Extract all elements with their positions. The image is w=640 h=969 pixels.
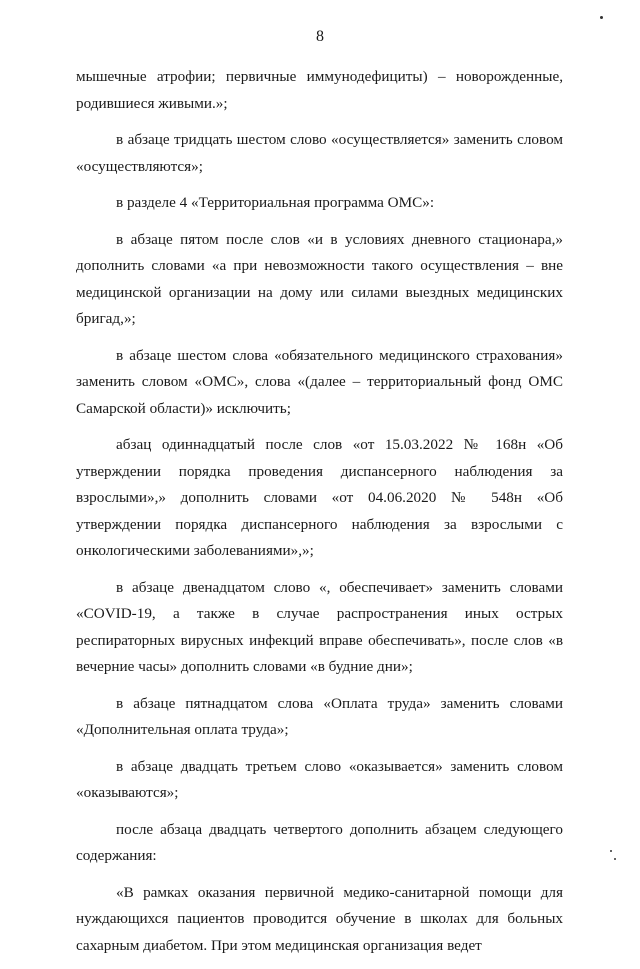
paragraph-continuation: мышечные атрофии; первичные иммунодефициты) – новорожденные, родившиеся живыми.»;: [76, 68, 563, 112]
scan-speck: [600, 16, 603, 19]
document-body: [76, 64, 563, 969]
paragraph: «В рамках оказания первичной медико-санитарной помощи для нуждающихся пациентов проводится обучение в школах для больных сахарным диабетом. При этом медицинская организация ведет: [76, 883, 563, 954]
page-number: 8: [316, 28, 324, 45]
scan-speck: [610, 850, 612, 852]
paragraph: в абзаце пятом после слов «и в условиях дневного стационара,» дополнить словами «а при невозможности такого осуществления – вне медицинской организации на дому или силами выездных медицинских бригад,»;: [76, 230, 563, 327]
paragraph: в абзаце шестом слова «обязательного медицинского страхования» заменить словом «ОМС», слова «(далее – территориальный фонд ОМС Самарской области)» исключить;: [76, 346, 563, 417]
paragraph: в абзаце двадцать третьем слово «оказывается» заменить словом «оказываются»;: [76, 757, 563, 801]
paragraph: в абзаце двенадцатом слово «, обеспечивает» заменить словами «COVID-19, а также в случае распространения иных острых респираторных вирусных инфекций вправе обеспечивать», после слов «в вечерние часы» дополнить словами «в будние дни»;: [76, 578, 563, 675]
paragraph: абзац одиннадцатый после слов «от 15.03.2022 № 168н «Об утверждении порядка проведения диспансерного наблюдения за взрослыми»,» дополнить словами «от 04.06.2020 № 548н «Об утверждении порядка диспансерного наблюдения за взрослыми с онкологическими заболеваниями»,»;: [76, 436, 563, 559]
paragraph: в абзаце пятнадцатом слова «Оплата труда» заменить словами «Дополнительная оплата труда»;: [76, 694, 563, 738]
scan-speck: [614, 858, 616, 860]
paragraph: в разделе 4 «Территориальная программа ОМС»:: [116, 194, 435, 211]
paragraph: после абзаца двадцать четвертого дополнить абзацем следующего содержания:: [76, 820, 563, 864]
paragraph: в абзаце тридцать шестом слово «осуществляется» заменить словом «осуществляются»;: [76, 131, 563, 175]
